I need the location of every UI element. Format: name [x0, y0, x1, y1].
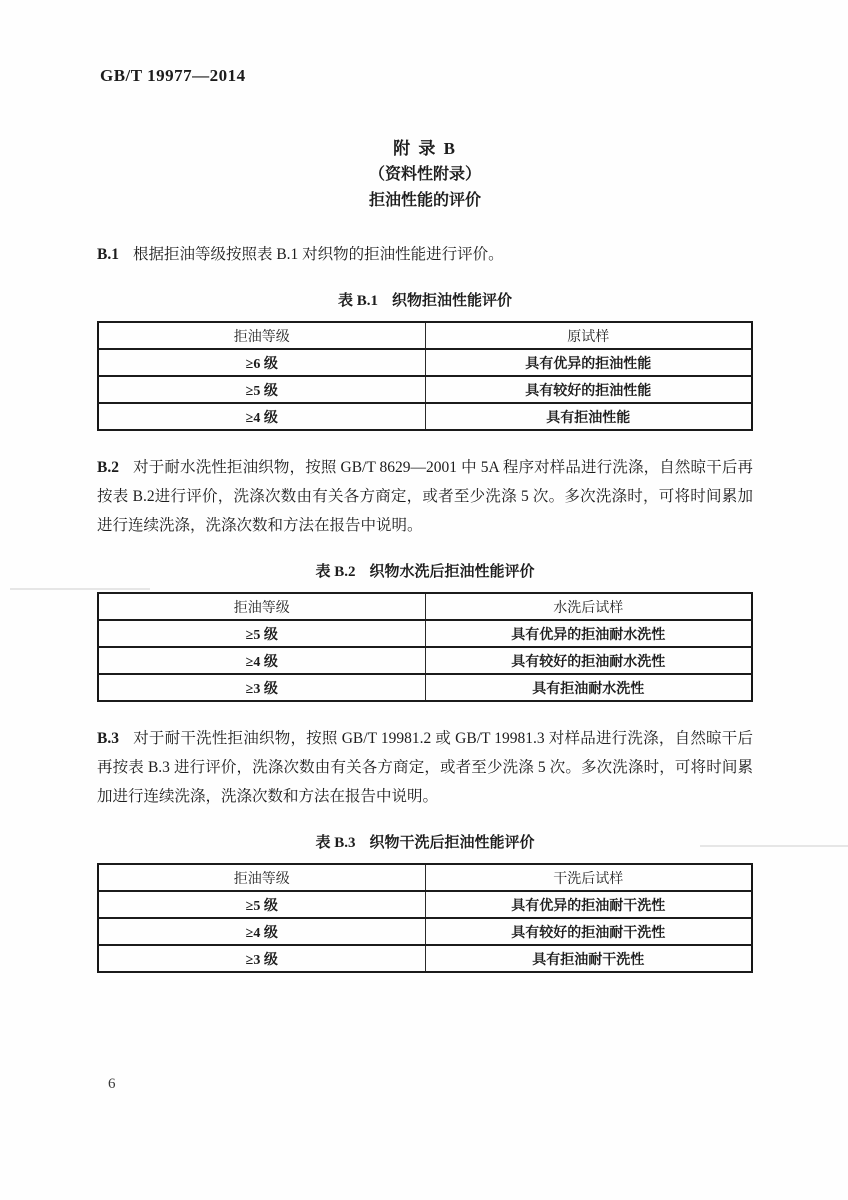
table-row — [98, 647, 752, 674]
grade-cell: ≥3 级 — [98, 674, 425, 701]
table-caption-label: 表 B.3 — [315, 835, 356, 851]
grade-cell: ≥4 级 — [98, 918, 425, 945]
table-caption-b2 — [97, 560, 753, 581]
clause-text: 根据拒油等级按照表 B.1 对织物的拒油性能进行评价。 — [132, 246, 504, 263]
table-row — [98, 674, 752, 701]
evaluation-table-b3 — [97, 863, 753, 973]
table-row — [98, 349, 752, 376]
column-header-grade: 拒油等级 — [98, 322, 425, 349]
description-cell: 具有较好的拒油性能 — [425, 376, 752, 403]
table-row — [98, 891, 752, 918]
appendix-heading: 拒油性能的评价 — [368, 192, 481, 209]
description-cell: 具有拒油耐干洗性 — [425, 945, 752, 972]
description-cell: 具有优异的拒油性能 — [425, 349, 752, 376]
table-header-row — [98, 322, 752, 349]
table-row — [98, 403, 752, 430]
description-cell: 具有优异的拒油耐干洗性 — [425, 891, 752, 918]
description-cell: 具有较好的拒油耐干洗性 — [425, 918, 752, 945]
grade-cell: ≥5 级 — [98, 620, 425, 647]
grade-cell: ≥5 级 — [98, 891, 425, 918]
table-caption-b3 — [97, 831, 753, 852]
clause-number: B.1 — [97, 246, 119, 263]
column-header-sample: 水洗后试样 — [425, 593, 752, 620]
clause-paragraph-b2 — [97, 453, 753, 540]
table-caption-title: 织物拒油性能评价 — [392, 293, 513, 309]
table-caption-label: 表 B.1 — [337, 293, 378, 309]
evaluation-table-b2 — [97, 592, 753, 702]
appendix-title: 附 录 B — [393, 139, 457, 158]
column-header-sample: 原试样 — [425, 322, 752, 349]
grade-cell: ≥4 级 — [98, 647, 425, 674]
clause-number: B.2 — [97, 459, 119, 476]
table-caption-title: 织物干洗后拒油性能评价 — [369, 835, 535, 851]
table-caption-title: 织物水洗后拒油性能评价 — [369, 564, 535, 580]
grade-cell: ≥5 级 — [98, 376, 425, 403]
standard-number: GB/T 19977—2014 — [100, 66, 246, 85]
grade-cell: ≥4 级 — [98, 403, 425, 430]
appendix-heading-block — [97, 136, 753, 214]
clause-paragraph-b3 — [97, 724, 753, 811]
page-number: 6 — [108, 1076, 116, 1092]
table-header-row — [98, 593, 752, 620]
description-cell: 具有较好的拒油耐水洗性 — [425, 647, 752, 674]
table-row — [98, 620, 752, 647]
table-row — [98, 918, 752, 945]
table-header-row — [98, 864, 752, 891]
clause-number: B.3 — [97, 730, 119, 747]
clause-text: 对于耐干洗性拒油织物，按照 GB/T 19981.2 或 GB/T 19981.3 对样品进行洗涤，自然晾干后再按表 B.3 进行评价，洗涤次数由有关各方商定，或者至少洗涤 5 次。多次洗涤时，可将时间累加进行连续洗涤，洗涤次数和方法在报告中说明。 — [97, 730, 753, 805]
description-cell: 具有拒油性能 — [425, 403, 752, 430]
clause-paragraph-b1 — [97, 240, 753, 269]
column-header-sample: 干洗后试样 — [425, 864, 752, 891]
table-caption-b1 — [97, 289, 753, 310]
description-cell: 具有拒油耐水洗性 — [425, 674, 752, 701]
description-cell: 具有优异的拒油耐水洗性 — [425, 620, 752, 647]
clause-text: 对于耐水洗性拒油织物，按照 GB/T 8629—2001 中 5A 程序对样品进行洗涤，自然晾干后再按表 B.2进行评价，洗涤次数由有关各方商定，或者至少洗涤 5 次。多次洗涤时，可将时间累加进行连续洗涤，洗涤次数和方法在报告中说明。 — [97, 459, 753, 534]
evaluation-table-b1 — [97, 321, 753, 431]
grade-cell: ≥6 级 — [98, 349, 425, 376]
table-row — [98, 376, 752, 403]
appendix-subtitle: （资料性附录） — [368, 166, 481, 183]
table-caption-label: 表 B.2 — [315, 564, 356, 580]
grade-cell: ≥3 级 — [98, 945, 425, 972]
table-row — [98, 945, 752, 972]
column-header-grade: 拒油等级 — [98, 593, 425, 620]
column-header-grade: 拒油等级 — [98, 864, 425, 891]
